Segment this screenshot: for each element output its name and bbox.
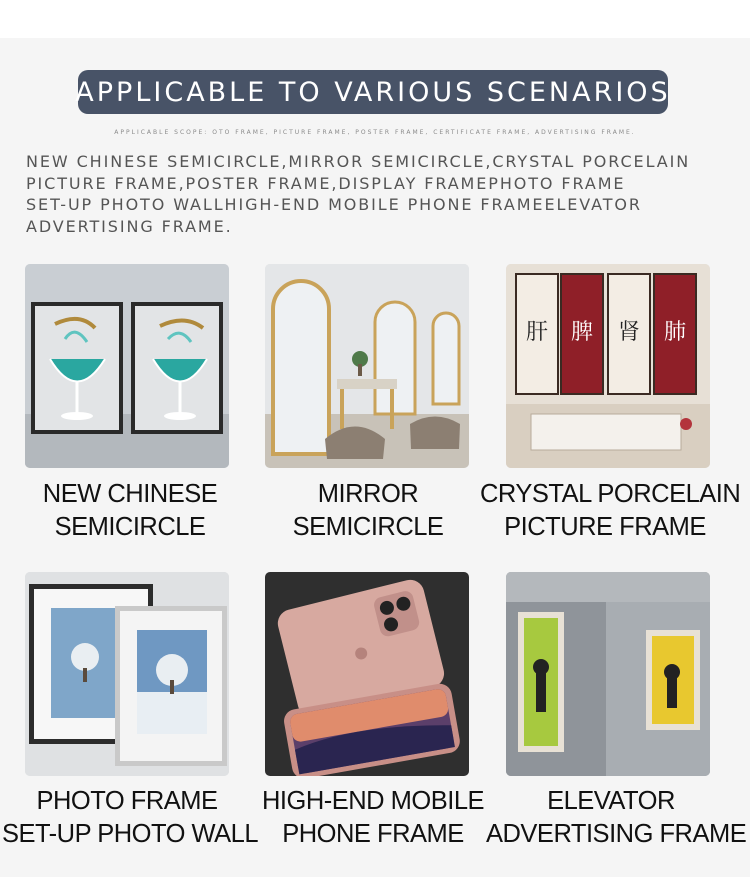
scenario-caption: HIGH-END MOBILE PHONE FRAME	[261, 787, 485, 848]
phone-frames-image	[265, 572, 469, 776]
description-line: ADVERTISING FRAME.	[26, 216, 233, 236]
panel-glyph: 肺	[663, 320, 687, 345]
scenario-caption: ELEVATOR ADVERTISING FRAME	[486, 787, 747, 848]
banner-title: APPLICABLE TO VARIOUS SCENARIOS	[75, 76, 671, 108]
scenario-caption: CRYSTAL PORCELAIN PICTURE FRAME	[480, 480, 741, 541]
photo-frames-image	[25, 572, 229, 776]
panel-glyph: 肾	[617, 320, 641, 345]
section-banner	[75, 70, 671, 114]
scope-line: APPLICABLE SCOPE: OTO FRAME, PICTURE FRAME, POSTER FRAME, CERTIFICATE FRAME, ADVERTISING FRAME.	[114, 129, 636, 136]
description-line: NEW CHINESE SEMICIRCLE,MIRROR SEMICIRCLE,CRYSTAL PORCELAIN	[26, 152, 691, 171]
scenario-caption: MIRROR SEMICIRCLE	[292, 480, 444, 541]
description-line: PICTURE FRAME,POSTER FRAME,DISPLAY FRAMEPHOTO FRAME	[26, 173, 626, 193]
description-line: SET-UP PHOTO WALLHIGH-END MOBILE PHONE FRAMEELEVATOR	[26, 195, 642, 214]
scenario-caption: PHOTO FRAME SET-UP PHOTO WALL	[2, 787, 259, 848]
glasses-artwork-image	[25, 264, 229, 468]
panel-glyph: 脾	[570, 320, 594, 345]
panel-glyph: 肝	[525, 320, 549, 345]
salon-mirrors-image	[265, 264, 469, 468]
elevator-frames-image	[506, 572, 710, 776]
chinese-panels-image	[506, 264, 710, 468]
scenario-caption: NEW CHINESE SEMICIRCLE	[42, 480, 218, 541]
description	[26, 151, 746, 237]
